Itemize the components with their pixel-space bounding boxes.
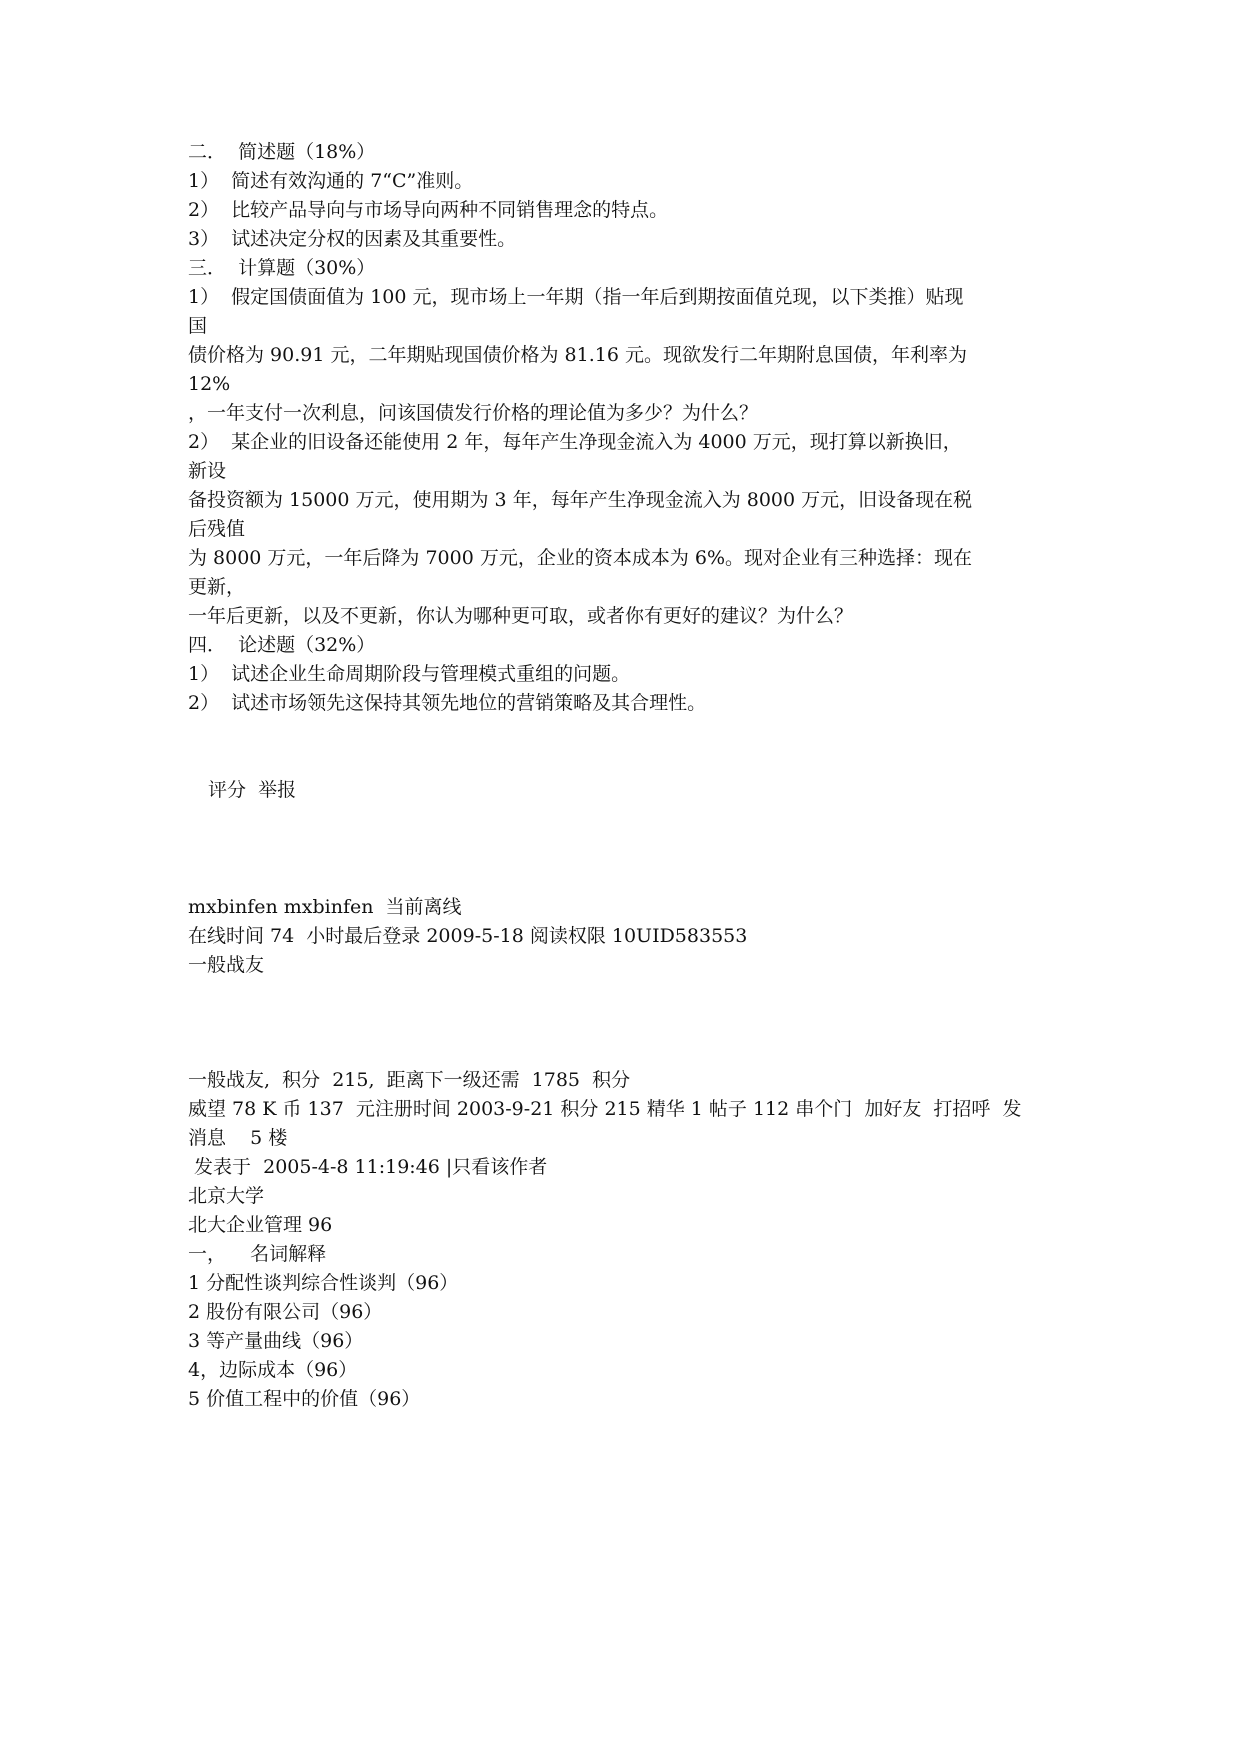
term-item: 3 等产量曲线（96） — [188, 1330, 364, 1352]
question-line: 1） 试述企业生命周期阶段与管理模式重组的问题。 — [188, 663, 631, 685]
term-item: 4，边际成本（96） — [188, 1359, 358, 1381]
section-heading-terms: 一， 名词解释 — [188, 1243, 327, 1265]
exam-title: 北大企业管理 96 — [188, 1214, 333, 1236]
question-line: ，一年支付一次利息，问该国债发行价格的理论值为多少？为什么？ — [188, 402, 759, 424]
rate-report-links[interactable]: 评分 举报 — [208, 779, 297, 801]
university-name: 北京大学 — [188, 1185, 265, 1207]
term-item: 1 分配性谈判综合性谈判（96） — [188, 1272, 459, 1294]
question-line: 更新， — [188, 576, 246, 598]
question-line: 备投资额为 15000 万元，使用期为 3 年，每年产生净现金流入为 8000 万元，旧设备现在税 — [188, 489, 973, 511]
question-line: 债价格为 90.91 元，二年期贴现国债价格为 81.16 元。现欲发行二年期附息国债，年利率为 — [188, 344, 967, 366]
question-line: 12% — [188, 373, 231, 395]
question-line: 1） 简述有效沟通的 7“C”准则。 — [188, 170, 474, 192]
question-line: 为 8000 万元，一年后降为 7000 万元，企业的资本成本为 6%。现对企业有三种选择：现在 — [188, 547, 973, 569]
question-line: 2） 试述市场领先这保持其领先地位的营销策略及其合理性。 — [188, 692, 707, 714]
question-line: 后残值 — [188, 518, 246, 540]
question-line: 2） 比较产品导向与市场导向两种不同销售理念的特点。 — [188, 199, 669, 221]
user-status: mxbinfen mxbinfen 当前离线 — [188, 896, 462, 918]
user-online-info: 在线时间 74 小时最后登录 2009-5-18 阅读权限 10UID583553 — [188, 925, 748, 947]
user-stats-actions[interactable]: 威望 78 K 币 137 元注册时间 2003-9-21 积分 215 精华 1 帖子 112 串个门 加好友 打招呼 发 — [188, 1098, 1022, 1120]
post-timestamp: 发表于 2005-4-8 11:19:46 |只看该作者 — [188, 1156, 548, 1178]
section-heading-essay: 四． 论述题（32%） — [188, 634, 376, 656]
post-floor: 消息 5 楼 — [188, 1127, 288, 1149]
section-heading-calculation: 三． 计算题（30%） — [188, 257, 376, 279]
question-line: 2） 某企业的旧设备还能使用 2 年，每年产生净现金流入为 4000 万元，现打算以新换旧， — [188, 431, 962, 453]
question-line: 国 — [188, 315, 208, 337]
question-line: 1） 假定国债面值为 100 元，现市场上一年期（指一年后到期按面值兑现，以下类推）贴现 — [188, 286, 964, 308]
question-line: 一年后更新，以及不更新，你认为哪种更可取，或者你有更好的建议？为什么？ — [188, 605, 854, 627]
question-line: 3） 试述决定分权的因素及其重要性。 — [188, 228, 517, 250]
term-item: 2 股份有限公司（96） — [188, 1301, 383, 1323]
section-heading-short-answer: 二． 简述题（18%） — [188, 141, 376, 163]
question-line: 新设 — [188, 460, 227, 482]
user-rank: 一般战友 — [188, 954, 265, 976]
user-points: 一般战友, 积分 215, 距离下一级还需 1785 积分 — [188, 1069, 631, 1091]
term-item: 5 价值工程中的价值（96） — [188, 1388, 421, 1410]
